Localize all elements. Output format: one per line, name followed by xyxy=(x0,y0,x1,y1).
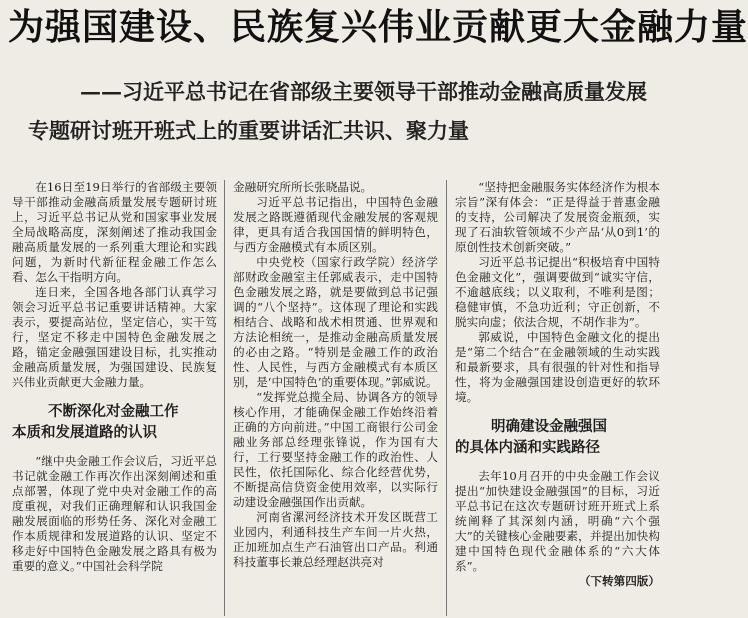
paragraph: 郭威说，中国特色金融文化的提出是“第二个结合”在金融领域的生动实践和最新要求，具有很强的针对性和指导性，将为金融强国建设创造更好的软环境。 xyxy=(455,330,660,404)
column-divider xyxy=(446,180,447,616)
paragraph: “发挥党总揽全局、协调各方的领导核心作用，才能确保金融工作始终沿着正确的方向前进。”中国工商银行公司金融业务部总经理张锋说，作为国有大行，工行要坚持金融工作的政治性、人民性，依托国际化、综合化经营优势，不断提高信贷资金使用效率，以实际行动建设金融强国作出贡献。 xyxy=(233,390,438,509)
paragraph: “继中央金融工作会议后，习近平总书记就金融工作再次作出深刻阐述和重点部署，体现了党中央对金融工作的高度重视，对我们正确理解和认识我国金融发展面临的形势任务、深化对金融工作本质规律和发展道路的认识、坚定不移走好中国特色金融发展之路具有极为重要的意义。”中国社会科学院 xyxy=(12,454,217,573)
column-divider xyxy=(224,180,225,616)
paragraph: 习近平总书记指出，中国特色金融发展之路既遵循现代金融发展的客观规律，更具有适合我国国情的鲜明特色，与西方金融模式有本质区别。 xyxy=(233,195,438,254)
paragraph: 在16日至19日举行的省部级主要领导干部推动金融高质量发展专题研讨班上，习近平总书记从党和国家事业发展全局战略高度，深刻阐述了推动我国金融高质量发展的一系列重大理论和实践问题，为新时代新征程金融工作怎么看、怎么干指明方向。 xyxy=(12,180,217,284)
article-column-1 xyxy=(12,180,217,616)
paragraph: 河南省漯河经济技术开发区既营工业园内，利通科技生产车间一片火热，正加班加点生产石油管出口产品。利通科技董事长兼总经理赵洪亮对 xyxy=(233,510,438,569)
section-heading-line: 本质和发展道路的认识 xyxy=(12,425,157,441)
section-heading-line: 不断深化对金融工作 xyxy=(48,404,179,420)
paragraph: 去年10月召开的中央金融工作会议提出“加快建设金融强国”的目标，习近平总书记在这次专题研讨班开班式上系统阐释了其深刻内涵，明确“六个强大”的关键核心金融要素，并提出加快构建中国特色现代金融体系的“六大体系”。 xyxy=(455,469,660,573)
paragraph: 连日来，全国各地各部门认真学习领会习近平总书记重要讲话精神。大家表示，要提高站位，坚定信心，实干笃行，坚定不移走中国特色金融发展之路，锚定金融强国建设目标，扎实推动金融高质量发展，为强国建设、民族复兴伟业贡献更大金融力量。 xyxy=(12,285,217,389)
article-column-3 xyxy=(455,180,660,616)
paragraph: 中央党校（国家行政学院）经济学部财政金融室主任郭威表示，走中国特色金融发展之路，就是要做到总书记强调的“八个坚持”。这体现了理论和实践相结合、战略和战术相贯通、世界观和方法论相统一，是推动金融高质量发展的必由之路。“特别是金融工作的政治性、人民性，与西方金融模式有本质区别，是‘中国特色’的重要体现。”郭威说。 xyxy=(233,255,438,389)
headline: 为强国建设、民族复兴伟业贡献更大金融力量 xyxy=(8,7,748,48)
paragraph: 金融研究所所长张晓晶说。 xyxy=(233,180,373,194)
section-heading xyxy=(12,402,217,444)
article-column-2 xyxy=(233,180,438,616)
section-heading-line: 明确建设金融强国 xyxy=(491,419,607,435)
subtitle-line-1: ——习近平总书记在省部级主要领导干部推动金融高质量发展 xyxy=(80,79,647,104)
section-heading-line: 的具体内涵和实践路径 xyxy=(455,440,600,456)
paragraph: 习近平总书记提出“积极培育中国特色金融文化”，强调要做到“诚实守信，不逾越底线；以义取利，不唯利是图；稳健审慎，不急功近利；守正创新，不脱实向虚；依法合规，不胡作非为”。 xyxy=(455,255,660,329)
section-heading xyxy=(455,417,660,459)
continued-note: （下转第四版） xyxy=(578,574,660,588)
paragraph: “坚持把金融服务实体经济作为根本宗旨”深有体会：“正是得益于普惠金融的支持，公司解决了发展资金瓶颈，实现了石油软管领域不少产品‘从0到1’的原创性技术创新突破。” xyxy=(455,180,660,254)
subtitle-line-2: 专题研讨班开班式上的重要讲话汇共识、聚力量 xyxy=(28,118,469,143)
